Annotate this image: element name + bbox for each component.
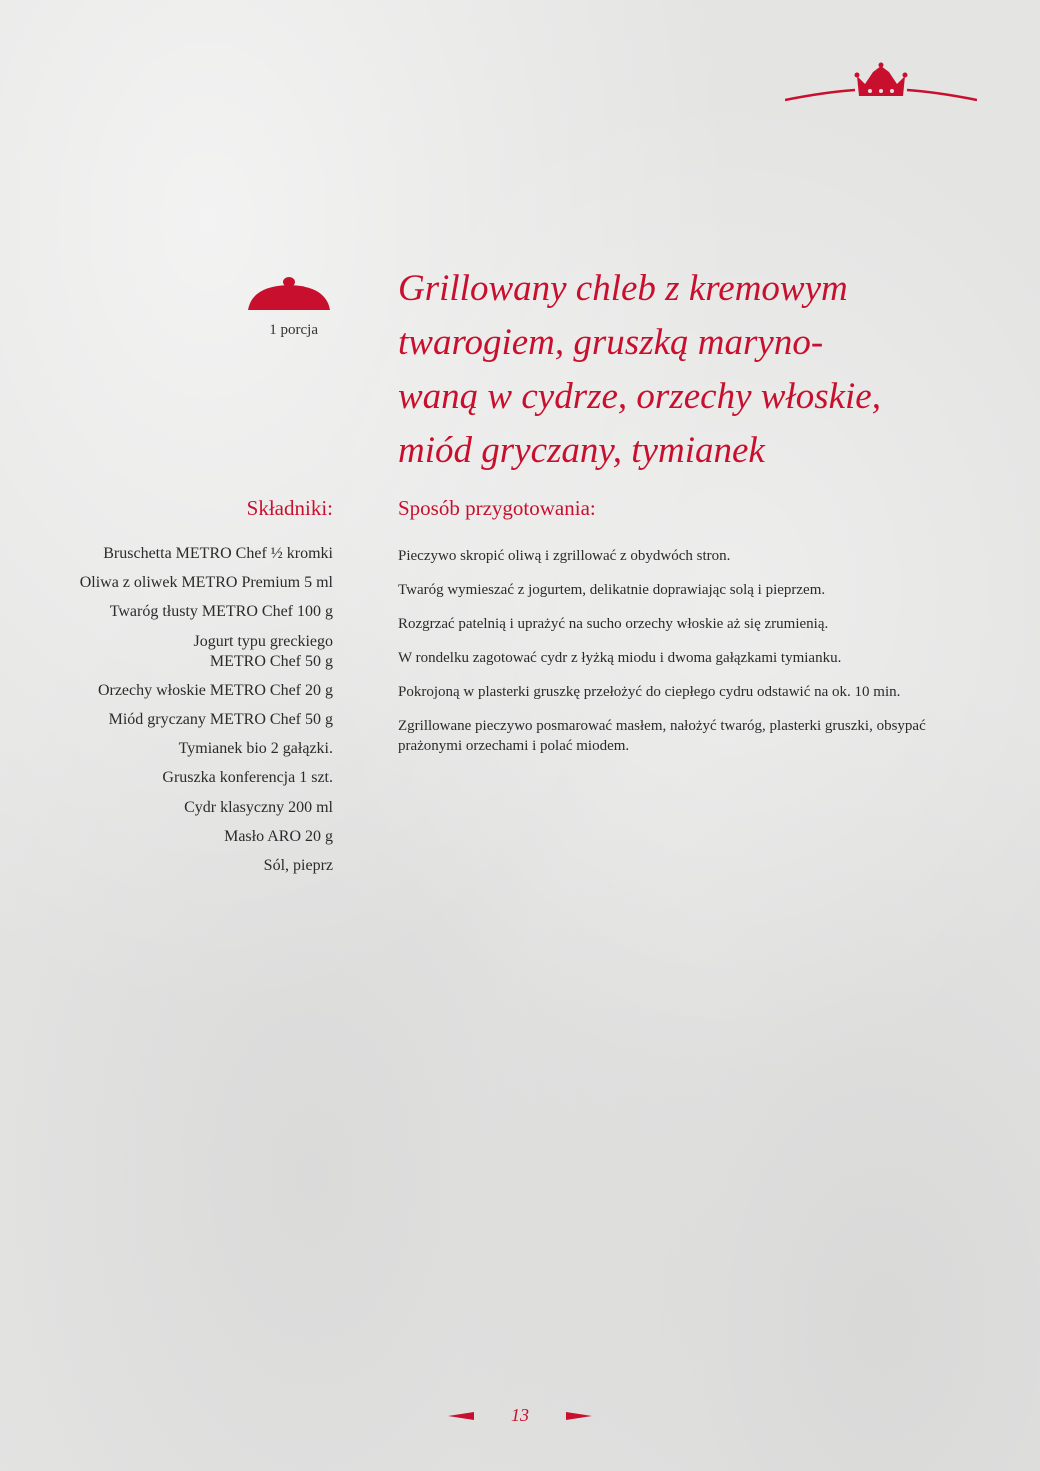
portion-label: 1 porcja [269,322,318,338]
ingredient-item: Gruszka konferencja 1 szt. [162,769,333,787]
title-line: Grillowany chleb z kremowym [398,268,848,309]
title-line: miód gryczany, tymianek [398,430,765,471]
ingredient-item: Sól, pieprz [263,856,333,874]
ingredient-line: METRO Chef 50 g [209,652,333,670]
title-line: waną w cydrze, orzechy włoskie, [398,376,881,417]
ingredient-item: Cydr klasyczny 200 ml [184,798,333,816]
method-steps [398,546,998,770]
method-step: Rozgrzać patelnią i uprażyć na sucho orzechy włoskie aż się zrumienią. [398,616,829,632]
method-heading: Sposób przygotowania: [398,496,596,520]
title-line: twarogiem, gruszką maryno- [398,322,824,363]
method-step: Pieczywo skropić oliwą i zgrillować z obydwóch stron. [398,548,731,564]
cloche-icon [246,276,332,314]
ingredient-item: Oliwa z oliwek METRO Premium 5 ml [79,574,333,592]
method-step: Twaróg wymieszać z jogurtem, delikatnie doprawiając solą i pieprzem. [398,582,826,598]
ingredient-item: Bruschetta METRO Chef ½ kromki [103,545,333,562]
method-step: W rondelku zagotować cydr z łyżką miodu i dwoma gałązkami tymianku. [398,650,842,666]
ingredient-item: Orzechy włoskie METRO Chef 20 g [97,681,333,699]
ingredient-item: Miód gryczany METRO Chef 50 g [108,710,333,728]
method-step: Pokrojoną w plasterki gruszkę przełożyć do ciepłego cydru odstawić na ok. 10 min. [398,684,901,700]
page-number: 13 [511,1405,529,1425]
page-footer [448,1405,592,1429]
arrow-right-icon[interactable] [566,1412,592,1420]
ingredient-item: Twaróg tłusty METRO Chef 100 g [109,603,333,621]
ingredient-line: Jogurt typu greckiego [193,632,333,650]
ingredient-item: Tymianek bio 2 gałązki. [178,740,333,758]
ingredient-item: Masło ARO 20 g [224,827,333,845]
method-step: Zgrillowane pieczywo posmarować masłem, nałożyć twaróg, plasterki gruszki, obsypać prażonymi orzechami i polać miodem. [398,718,926,754]
ingredients-list [40,544,333,885]
ingredient-item [40,632,333,672]
crown-logo-icon [785,62,977,106]
recipe-title [398,262,998,478]
ingredients-heading: Składniki: [246,496,333,520]
